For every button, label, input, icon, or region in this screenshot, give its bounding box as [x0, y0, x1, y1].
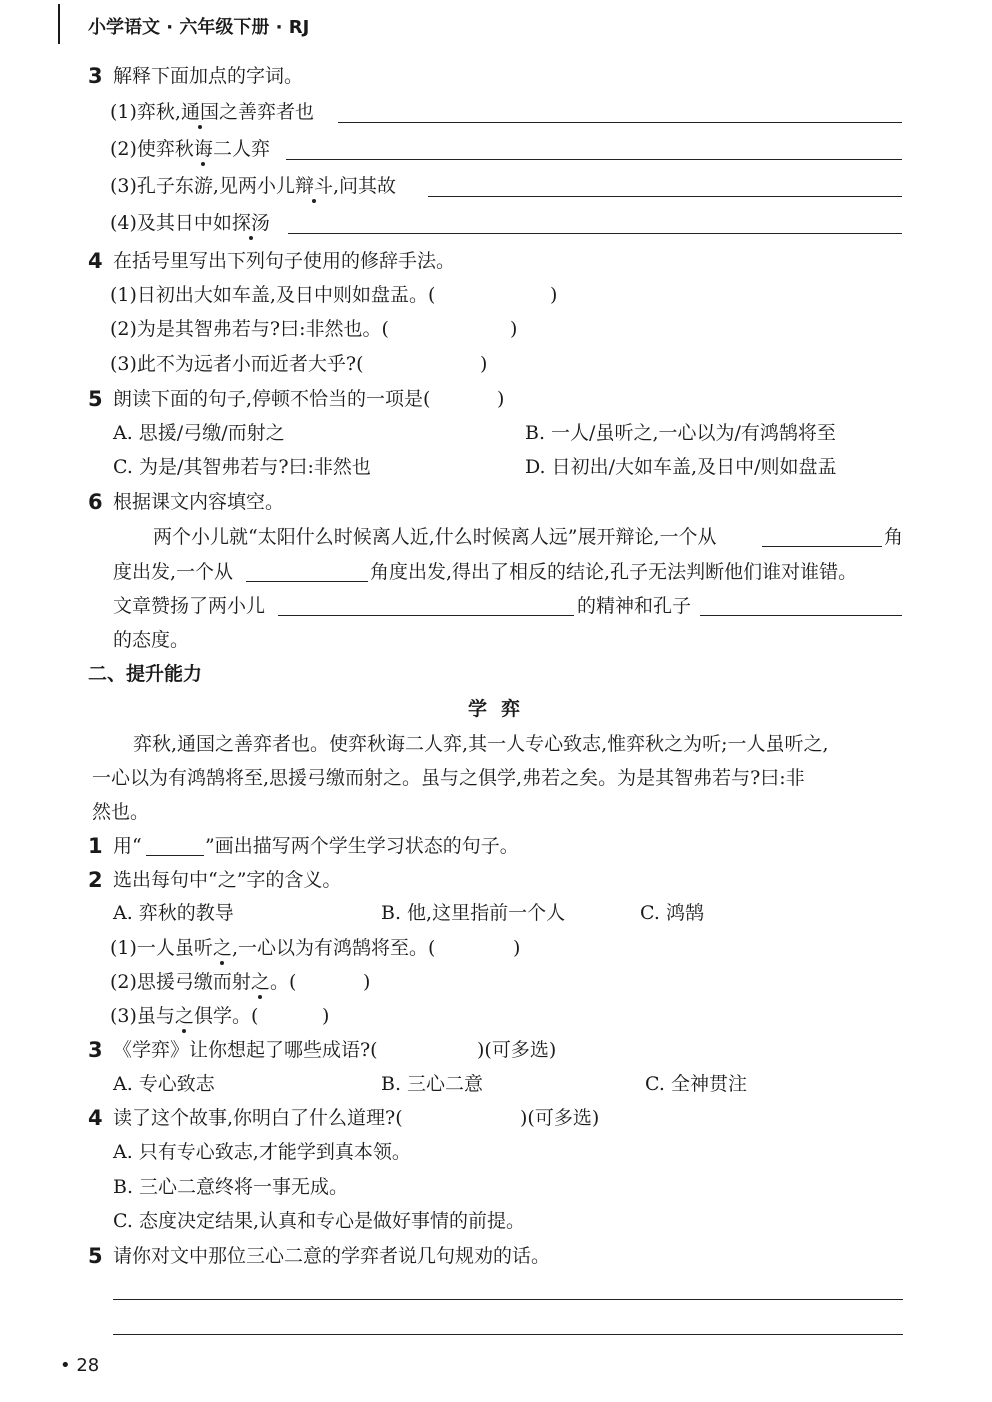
underline-sample: [146, 855, 204, 856]
fill-blank[interactable]: [246, 581, 368, 582]
p2-q2-item-3: (3)虽与之俱学。(: [110, 1005, 259, 1027]
q5-option-c[interactable]: C. 为是/其智弗若与?曰:非然也: [113, 456, 371, 478]
q6-prompt: 根据课文内容填空。: [113, 491, 285, 513]
header-title: 小学语文 · 六年级下册 · RJ: [88, 17, 310, 38]
fill-blank[interactable]: [278, 615, 574, 616]
answer-line[interactable]: [338, 122, 902, 123]
p2-q3-option-a[interactable]: A. 专心致志: [113, 1073, 215, 1095]
q6-line3-start: 文章赞扬了两小儿: [113, 595, 266, 617]
p2-q2-option-c[interactable]: C. 鸿鹄: [640, 902, 704, 924]
q6-number: 6: [88, 490, 103, 514]
q6-line1-text: 两个小儿就“太阳什么时候离人近,什么时候离人远”展开辩论,一个从: [153, 526, 717, 548]
p2-q3-text-b: )(可多选): [477, 1039, 557, 1061]
close-paren: ): [322, 1005, 330, 1027]
close-paren: ): [480, 353, 488, 375]
q3-number: 3: [88, 64, 103, 88]
dotted-word: 之: [250, 971, 270, 993]
p2-q4-number: 4: [88, 1106, 103, 1130]
close-paren: ): [497, 388, 505, 410]
q5-option-a[interactable]: A. 思援/弓缴/而射之: [113, 422, 285, 444]
close-paren: ): [550, 284, 558, 306]
p2-q5-number: 5: [88, 1244, 103, 1268]
q4-item-2: (2)为是其智弗若与?曰:非然也。(: [110, 318, 389, 340]
answer-line[interactable]: [288, 233, 902, 234]
p2-q2-option-b[interactable]: B. 他,这里指前一个人: [381, 902, 566, 924]
q3-item-1: (1)弈秋,通国之善弈者也: [110, 101, 314, 123]
answer-line[interactable]: [428, 196, 902, 197]
dotted-word: 辩斗: [294, 175, 333, 197]
page-number: • 28: [60, 1355, 100, 1376]
p2-q1-number: 1: [88, 834, 103, 858]
q6-line4: 的态度。: [113, 629, 190, 651]
q6-line2-text: 角度出发,得出了相反的结论,孔子无法判断他们谁对谁错。: [370, 561, 858, 583]
p2-q3-option-c[interactable]: C. 全神贯注: [645, 1073, 747, 1095]
dotted-word: 探汤: [231, 212, 270, 234]
q4-item-1: (1)日初出大如车盖,及日中则如盘盂。(: [110, 284, 436, 306]
p2-q4-text-a: 读了这个故事,你明白了什么道理?(: [113, 1107, 403, 1129]
p2-q4-text-b: )(可多选): [520, 1107, 600, 1129]
q4-prompt: 在括号里写出下列句子使用的修辞手法。: [113, 250, 456, 272]
p2-q1-text-a: 用“: [113, 835, 142, 857]
q4-number: 4: [88, 249, 103, 273]
q6-line3-mid: 的精神和孔子: [577, 595, 692, 617]
q5-option-b[interactable]: B. 一人/虽听之,一心以为/有鸿鹄将至: [525, 422, 836, 444]
passage-line-1: 弈秋,通国之善弈者也。使弈秋诲二人弈,其一人专心致志,惟弈秋之为听;一人虽听之,: [133, 733, 829, 755]
answer-line[interactable]: [113, 1299, 903, 1300]
p2-q4-option-a[interactable]: A. 只有专心致志,才能学到真本领。: [113, 1141, 411, 1163]
answer-line[interactable]: [286, 159, 902, 160]
p2-q2-item-1: (1)一人虽听之,一心以为有鸿鹄将至。(: [110, 937, 436, 959]
fill-blank[interactable]: [762, 546, 882, 547]
passage-title: 学弈: [468, 698, 535, 720]
q3-item-2: (2)使弈秋诲二人弈: [110, 138, 270, 160]
p2-q4-option-c[interactable]: C. 态度决定结果,认真和专心是做好事情的前提。: [113, 1210, 525, 1232]
close-paren: ): [363, 971, 371, 993]
p2-q4-option-b[interactable]: B. 三心二意终将一事无成。: [113, 1176, 349, 1198]
q3-prompt: 解释下面加点的字词。: [113, 65, 304, 87]
section-heading: 二、提升能力: [88, 663, 203, 685]
p2-q3-option-b[interactable]: B. 三心二意: [381, 1073, 484, 1095]
q6-line2-start: 度出发,一个从: [113, 561, 234, 583]
close-paren: ): [510, 318, 518, 340]
q4-item-3: (3)此不为远者小而近者大乎?(: [110, 353, 364, 375]
q3-item-3: (3)孔子东游,见两小儿辩斗,问其故: [110, 175, 397, 197]
p2-q2-option-a[interactable]: A. 弈秋的教导: [113, 902, 234, 924]
q5-option-d[interactable]: D. 日初出/大如车盖,及日中/则如盘盂: [525, 456, 837, 478]
passage-line-3: 然也。: [92, 801, 150, 823]
passage-line-2: 一心以为有鸿鹄将至,思援弓缴而射之。虽与之俱学,弗若之矣。为是其智弗若与?曰:非: [92, 767, 805, 789]
dotted-word: 诲: [193, 138, 213, 160]
p2-q3-number: 3: [88, 1038, 103, 1062]
q5-prompt: 朗读下面的句子,停顿不恰当的一项是(: [113, 388, 431, 410]
dotted-word: 之: [174, 1005, 194, 1027]
answer-line[interactable]: [113, 1334, 903, 1335]
p2-q2-item-2: (2)思援弓缴而射之。(: [110, 971, 297, 993]
q5-number: 5: [88, 387, 103, 411]
dotted-word: 之: [212, 937, 232, 959]
header-rule: [58, 4, 60, 44]
close-paren: ): [513, 937, 521, 959]
p2-q2-number: 2: [88, 868, 103, 892]
p2-q1-text-b: ”画出描写两个学生学习状态的句子。: [205, 835, 519, 857]
fill-blank[interactable]: [700, 615, 902, 616]
p2-q3-text-a: 《学弈》让你想起了哪些成语?(: [113, 1039, 378, 1061]
p2-q5-prompt: 请你对文中那位三心二意的学弈者说几句规劝的话。: [113, 1245, 551, 1267]
q3-item-4: (4)及其日中如探汤: [110, 212, 270, 234]
p2-q2-prompt: 选出每句中“之”字的含义。: [113, 869, 342, 891]
dotted-word: 通国: [180, 101, 219, 123]
q6-line1-end: 角: [884, 526, 904, 548]
